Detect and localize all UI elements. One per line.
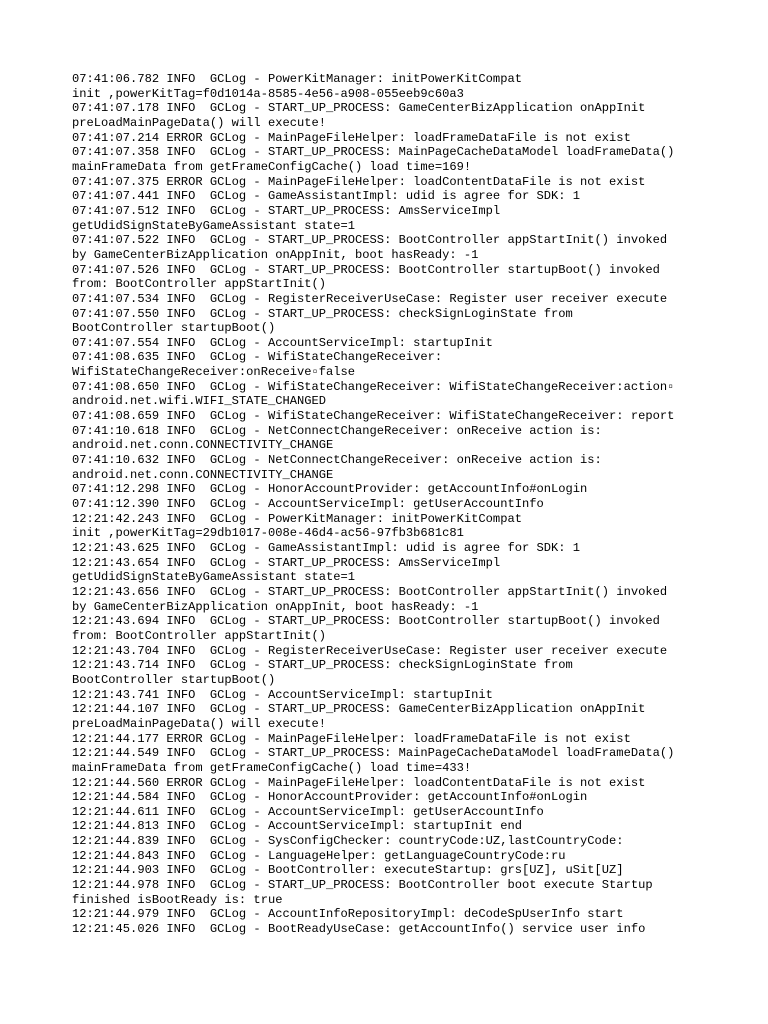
- log-line: init ,powerKitTag=f0d1014a-8585-4e56-a908-055eeb9c60a3: [72, 86, 464, 101]
- log-line: 12:21:43.741 INFO GCLog - AccountServiceImpl: startupInit: [72, 687, 493, 702]
- log-line: 12:21:44.611 INFO GCLog - AccountServiceImpl: getUserAccountInfo: [72, 804, 544, 819]
- log-line: 07:41:07.441 INFO GCLog - GameAssistantImpl: udid is agree for SDK: 1: [72, 189, 581, 204]
- log-line: mainFrameData from getFrameConfigCache() load time=169!: [72, 159, 472, 174]
- log-line: 12:21:44.839 INFO GCLog - SysConfigChecker: countryCode:UZ,lastCountryCode:: [72, 834, 624, 849]
- log-line: 07:41:06.782 INFO GCLog - PowerKitManager: initPowerKitCompat: [72, 72, 522, 86]
- log-line: 12:21:43.654 INFO GCLog - START_UP_PROCESS: AmsServiceImpl: [72, 555, 501, 570]
- log-line: from: BootController appStartInit(): [72, 277, 327, 292]
- log-line: 12:21:43.625 INFO GCLog - GameAssistantImpl: udid is agree for SDK: 1: [72, 541, 581, 555]
- log-line: 07:41:12.390 INFO GCLog - AccountServiceImpl: getUserAccountInfo: [72, 497, 544, 512]
- log-line: android.net.conn.CONNECTIVITY_CHANGE: [72, 438, 334, 453]
- log-line: 12:21:43.694 INFO GCLog - START_UP_PROCESS: BootController startupBoot() invoked: [72, 614, 660, 629]
- log-line: 07:41:07.358 INFO GCLog - START_UP_PROCESS: MainPageCacheDataModel loadFrameData(): [72, 145, 675, 160]
- log-line: preLoadMainPageData() will execute!: [72, 716, 327, 731]
- log-line: 07:41:07.214 ERROR GCLog - MainPageFileHelper: loadFrameDataFile is not exist: [72, 130, 631, 145]
- log-line: 07:41:12.298 INFO GCLog - HonorAccountProvider: getAccountInfo#onLogin: [72, 482, 588, 497]
- log-document: [72, 72, 712, 937]
- log-line: 07:41:07.554 INFO GCLog - AccountServiceImpl: startupInit: [72, 335, 493, 350]
- log-line: 12:21:44.903 INFO GCLog - BootController: executeStartup: grs[UZ], uSit[UZ]: [72, 863, 624, 878]
- log-line: 12:21:44.584 INFO GCLog - HonorAccountProvider: getAccountInfo#onLogin: [72, 790, 588, 805]
- log-line: android.net.wifi.WIFI_STATE_CHANGED: [72, 394, 327, 409]
- log-line: 12:21:43.656 INFO GCLog - START_UP_PROCESS: BootController appStartInit() invoked: [72, 584, 668, 599]
- log-line: by GameCenterBizApplication onAppInit, boot hasReady: -1: [72, 247, 479, 262]
- log-line: 12:21:43.714 INFO GCLog - START_UP_PROCESS: checkSignLoginState from: [72, 658, 573, 673]
- log-line: init ,powerKitTag=29db1017-008e-46d4-ac56-97fb3b681c81: [72, 526, 464, 541]
- log-line: 07:41:08.650 INFO GCLog - WifiStateChangeReceiver: WifiStateChangeReceiver:action▫︎: [72, 379, 675, 394]
- log-line: 07:41:07.550 INFO GCLog - START_UP_PROCESS: checkSignLoginState from: [72, 306, 573, 321]
- log-line: 07:41:07.522 INFO GCLog - START_UP_PROCESS: BootController appStartInit() invoked: [72, 233, 668, 248]
- log-line: BootController startupBoot(): [72, 321, 276, 336]
- log-line: 12:21:44.978 INFO GCLog - START_UP_PROCESS: BootController boot execute Startup: [72, 878, 653, 893]
- log-line: WifiStateChangeReceiver:onReceive▫︎false: [72, 365, 356, 380]
- log-line: 12:21:44.107 INFO GCLog - START_UP_PROCESS: GameCenterBizApplication onAppInit: [72, 702, 646, 717]
- log-line: 07:41:10.632 INFO GCLog - NetConnectChangeReceiver: onReceive action is:: [72, 453, 602, 468]
- log-line: from: BootController appStartInit(): [72, 628, 327, 643]
- log-line: BootController startupBoot(): [72, 672, 276, 687]
- log-line: finished isBootReady is: true: [72, 892, 283, 907]
- log-line: 12:21:43.704 INFO GCLog - RegisterReceiverUseCase: Register user receiver execute: [72, 643, 668, 658]
- log-line: 12:21:44.549 INFO GCLog - START_UP_PROCESS: MainPageCacheDataModel loadFrameData(): [72, 746, 675, 761]
- log-line: 07:41:10.618 INFO GCLog - NetConnectChangeReceiver: onReceive action is:: [72, 423, 602, 438]
- log-line: 07:41:08.635 INFO GCLog - WifiStateChangeReceiver:: [72, 350, 443, 365]
- log-line: preLoadMainPageData() will execute!: [72, 115, 327, 130]
- log-line: by GameCenterBizApplication onAppInit, boot hasReady: -1: [72, 599, 479, 614]
- log-line: 12:21:45.026 INFO GCLog - BootReadyUseCase: getAccountInfo() service user info: [72, 922, 646, 937]
- log-line: 07:41:07.375 ERROR GCLog - MainPageFileHelper: loadContentDataFile is not exist: [72, 174, 646, 189]
- log-line: getUdidSignStateByGameAssistant state=1: [72, 570, 356, 585]
- log-line: android.net.conn.CONNECTIVITY_CHANGE: [72, 467, 334, 482]
- log-line: mainFrameData from getFrameConfigCache() load time=433!: [72, 760, 472, 775]
- log-line: 07:41:08.659 INFO GCLog - WifiStateChangeReceiver: WifiStateChangeReceiver: report: [72, 409, 675, 424]
- log-line: 12:21:44.979 INFO GCLog - AccountInfoRepositoryImpl: deCodeSpUserInfo start: [72, 907, 624, 922]
- log-line: 12:21:44.813 INFO GCLog - AccountServiceImpl: startupInit end: [72, 819, 522, 834]
- log-line: 07:41:07.534 INFO GCLog - RegisterReceiverUseCase: Register user receiver execute: [72, 291, 668, 306]
- log-line: getUdidSignStateByGameAssistant state=1: [72, 218, 356, 233]
- log-line: 12:21:44.560 ERROR GCLog - MainPageFileHelper: loadContentDataFile is not exist: [72, 775, 646, 790]
- log-line: 07:41:07.526 INFO GCLog - START_UP_PROCESS: BootController startupBoot() invoked: [72, 262, 660, 277]
- log-line: 12:21:42.243 INFO GCLog - PowerKitManager: initPowerKitCompat: [72, 511, 522, 526]
- log-line: 12:21:44.177 ERROR GCLog - MainPageFileHelper: loadFrameDataFile is not exist: [72, 731, 631, 746]
- log-line: 12:21:44.843 INFO GCLog - LanguageHelper: getLanguageCountryCode:ru: [72, 848, 566, 863]
- log-line: 07:41:07.512 INFO GCLog - START_UP_PROCESS: AmsServiceImpl: [72, 203, 501, 218]
- log-line: 07:41:07.178 INFO GCLog - START_UP_PROCESS: GameCenterBizApplication onAppInit: [72, 101, 646, 116]
